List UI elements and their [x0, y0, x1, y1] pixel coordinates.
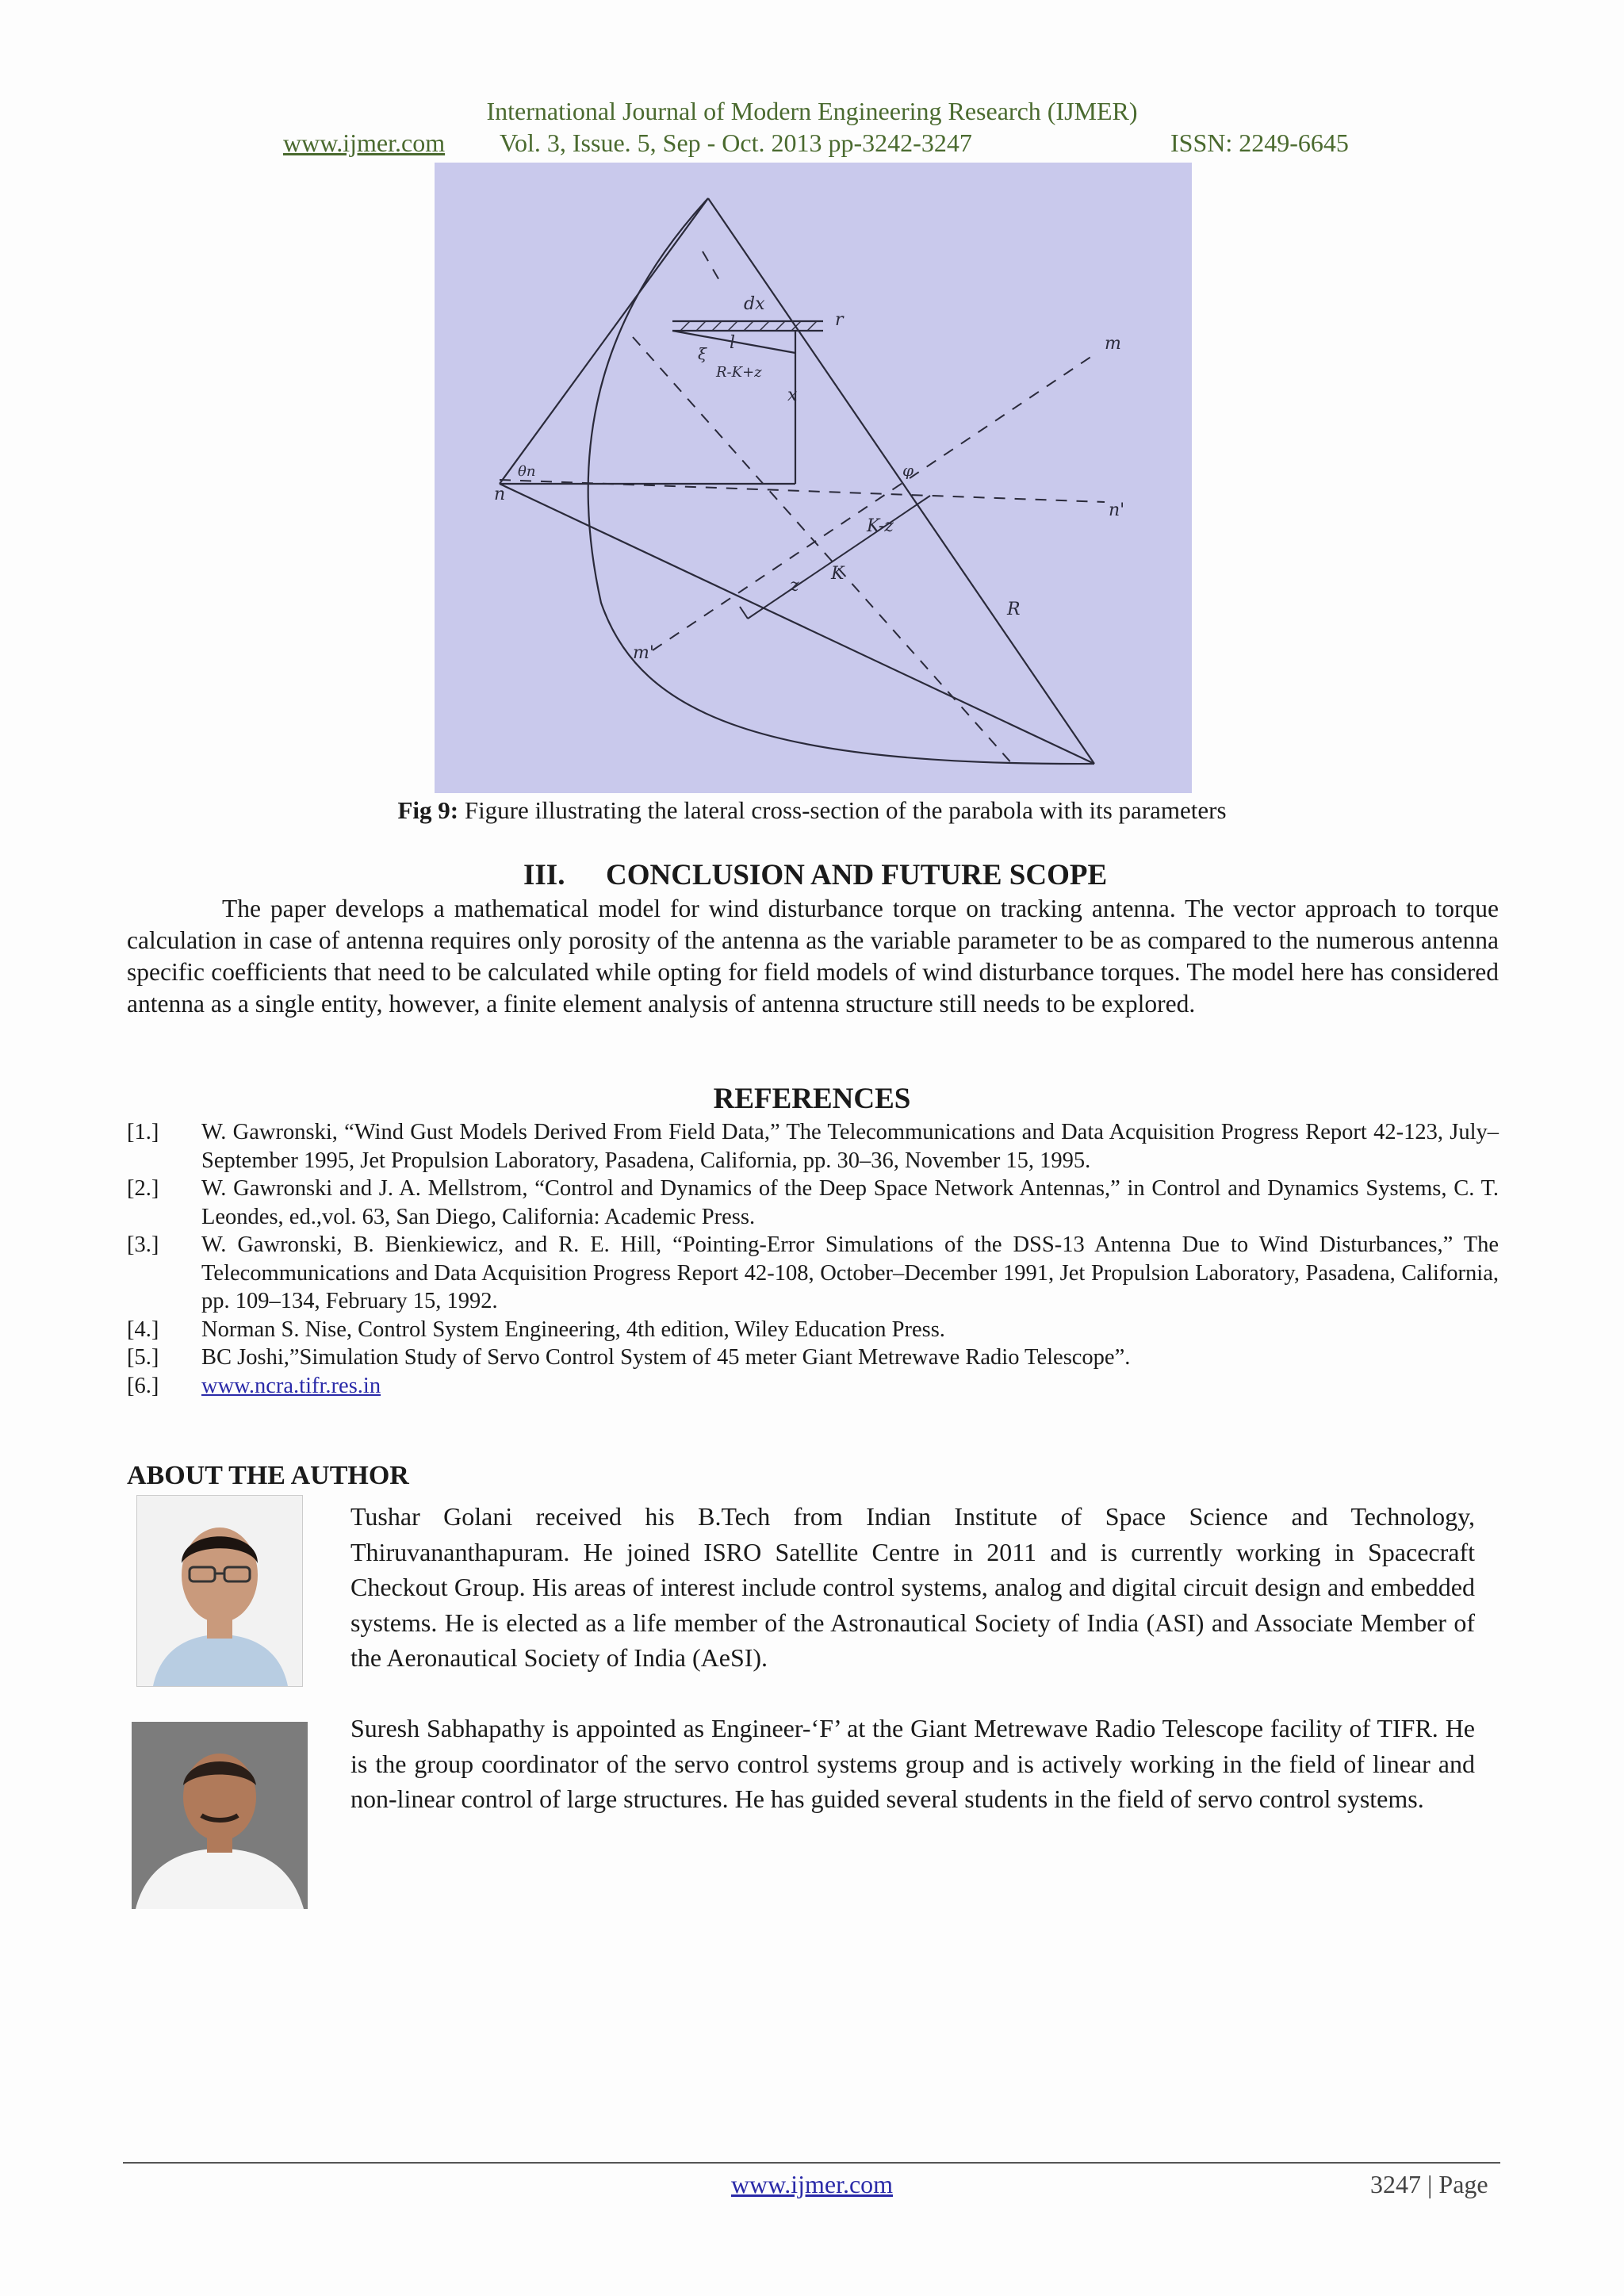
conclusion-text: The paper develops a mathematical model for wind disturbance torque on tracking antenna. The vector approach to torque calculation in case of antenna requires only porosity of the antenna as the variable parameter to be as compared to the numerous antenna specific coefficients that need to be calculated while opting for field models of wind disturbance torques. The model here has considered antenna as a single entity, however, a finite element analysis of antenna structure still needs to be explored.	[127, 895, 1499, 1018]
right-edge	[708, 198, 1094, 764]
references-heading: REFERENCES	[713, 1083, 911, 1115]
page-number: 3247 | Page	[1370, 2170, 1488, 2198]
journal-title: International Journal of Modern Engineering Research (IJMER)	[486, 97, 1138, 125]
fig-label-n-prime: n'	[1109, 500, 1125, 520]
fig-label-R-K-z: R-K+z	[716, 364, 762, 381]
figure-9-diagram	[435, 163, 1192, 793]
reference-item: [4.] Norman S. Nise, Control System Engineering, 4th edition, Wiley Education Press.	[127, 1317, 945, 1342]
fig-label-phi: φ	[902, 461, 914, 480]
fig-label-z: z	[790, 576, 799, 596]
fig-label-n: n	[494, 485, 506, 504]
caption-text: Figure illustrating the lateral cross-section of the parabola with its parameters	[458, 796, 1227, 824]
author-bio-1: Tushar Golani received his B.Tech from Indian Institute of Space Science and Technology, Thiruvananthapuram. He joined ISRO Satellite Centre in 2011 and is currently working in Spacecraft Checkout Group. His areas of interest include control systems, analog and digital circuit design and embedded systems. He is elected as a life member of the Astronautical Society of India (ASI) and Associate Member of the Aeronautical Society of India (AeSI).	[350, 1502, 1475, 1672]
author-photo-1	[136, 1495, 303, 1687]
section-number: III.	[523, 859, 565, 891]
fig-label-r: r	[835, 310, 844, 330]
parabola-curve	[588, 198, 1094, 764]
reference-item: [2.] W. Gawronski and J. A. Mellstrom, “Control and Dynamics of the Deep Space Network Antennas,” in Control and Dynamics Systems, C. T. Leondes, ed.,vol. 63, San Diego, California: Academic Press.	[127, 1176, 1499, 1229]
conclusion-paragraph	[127, 893, 1499, 1020]
footer-divider	[123, 2162, 1500, 2164]
reference-list	[127, 1118, 1499, 1400]
fig-label-m: m	[1105, 334, 1121, 354]
section-title: CONCLUSION AND FUTURE SCOPE	[606, 859, 1108, 891]
diagonal-dashed	[633, 337, 1013, 765]
header-url-link[interactable]: www.ijmer.com	[283, 128, 446, 157]
fig-label-xi: ξ	[698, 344, 707, 363]
author-photo-2	[132, 1722, 308, 1909]
fig-label-R: R	[1007, 600, 1021, 619]
about-heading: ABOUT THE AUTHOR	[127, 1461, 409, 1490]
mm-prime-axis	[653, 353, 1097, 650]
fig-label-dx: dx	[744, 294, 765, 314]
fig-label-K-z: K-z	[867, 516, 894, 536]
fig-label-l: l	[730, 333, 736, 353]
reference-item: [1.] W. Gawronski, “Wind Gust Models Derived From Field Data,” The Telecommunications and Data Acquisition Progress Report 42-123, July–September 1995, Jet Propulsion Laboratory, Pasadena, California, pp. 30–36, November 15, 1995.	[127, 1120, 1499, 1173]
fig-label-m-prime: m'	[633, 643, 654, 663]
parabola-cross-section-sketch	[435, 163, 1192, 793]
left-upper-edge	[500, 198, 708, 484]
reference-item: [3.] W. Gawronski, B. Bienkiewicz, and R. E. Hill, “Pointing-Error Simulations of the DSS-13 Antenna Due to Wind Disturbances,” The Telecommunications and Data Acquisition Progress Report 42-108, October–December 1991, Jet Propulsion Laboratory, Pasadena, California, pp. 109–134, February 15, 1992.	[127, 1232, 1499, 1313]
footer-url-link[interactable]: www.ijmer.com	[730, 2170, 894, 2198]
fig-label-theta: θn	[518, 463, 536, 480]
author-bio-2: Suresh Sabhapathy is appointed as Engineer-‘F’ at the Giant Metrewave Radio Telescope facility of TIFR. He is the group coordinator of the servo control systems group and is actively working in the field of linear and non-linear control of large structures. He has guided several students in the field of servo control systems.	[350, 1714, 1475, 1813]
ncra-link[interactable]: www.ncra.tifr.res.in	[201, 1373, 381, 1398]
nn-prime-axis	[500, 480, 1105, 502]
reference-item: [5.] BC Joshi,”Simulation Study of Servo Control System of 45 meter Giant Metrewave Radio Telescope”.	[127, 1345, 1131, 1370]
caption-label: Fig 9:	[397, 796, 459, 824]
fig-label-x: x	[787, 385, 798, 405]
header-issn: ISSN: 2249-6645	[1170, 128, 1349, 157]
figure-caption	[0, 796, 1624, 825]
fig-label-K: K	[831, 564, 845, 584]
reference-item: [6.] www.ncra.tifr.res.in	[127, 1373, 381, 1398]
header-volume: Vol. 3, Issue. 5, Sep - Oct. 2013 pp-3242-3247	[500, 128, 972, 157]
